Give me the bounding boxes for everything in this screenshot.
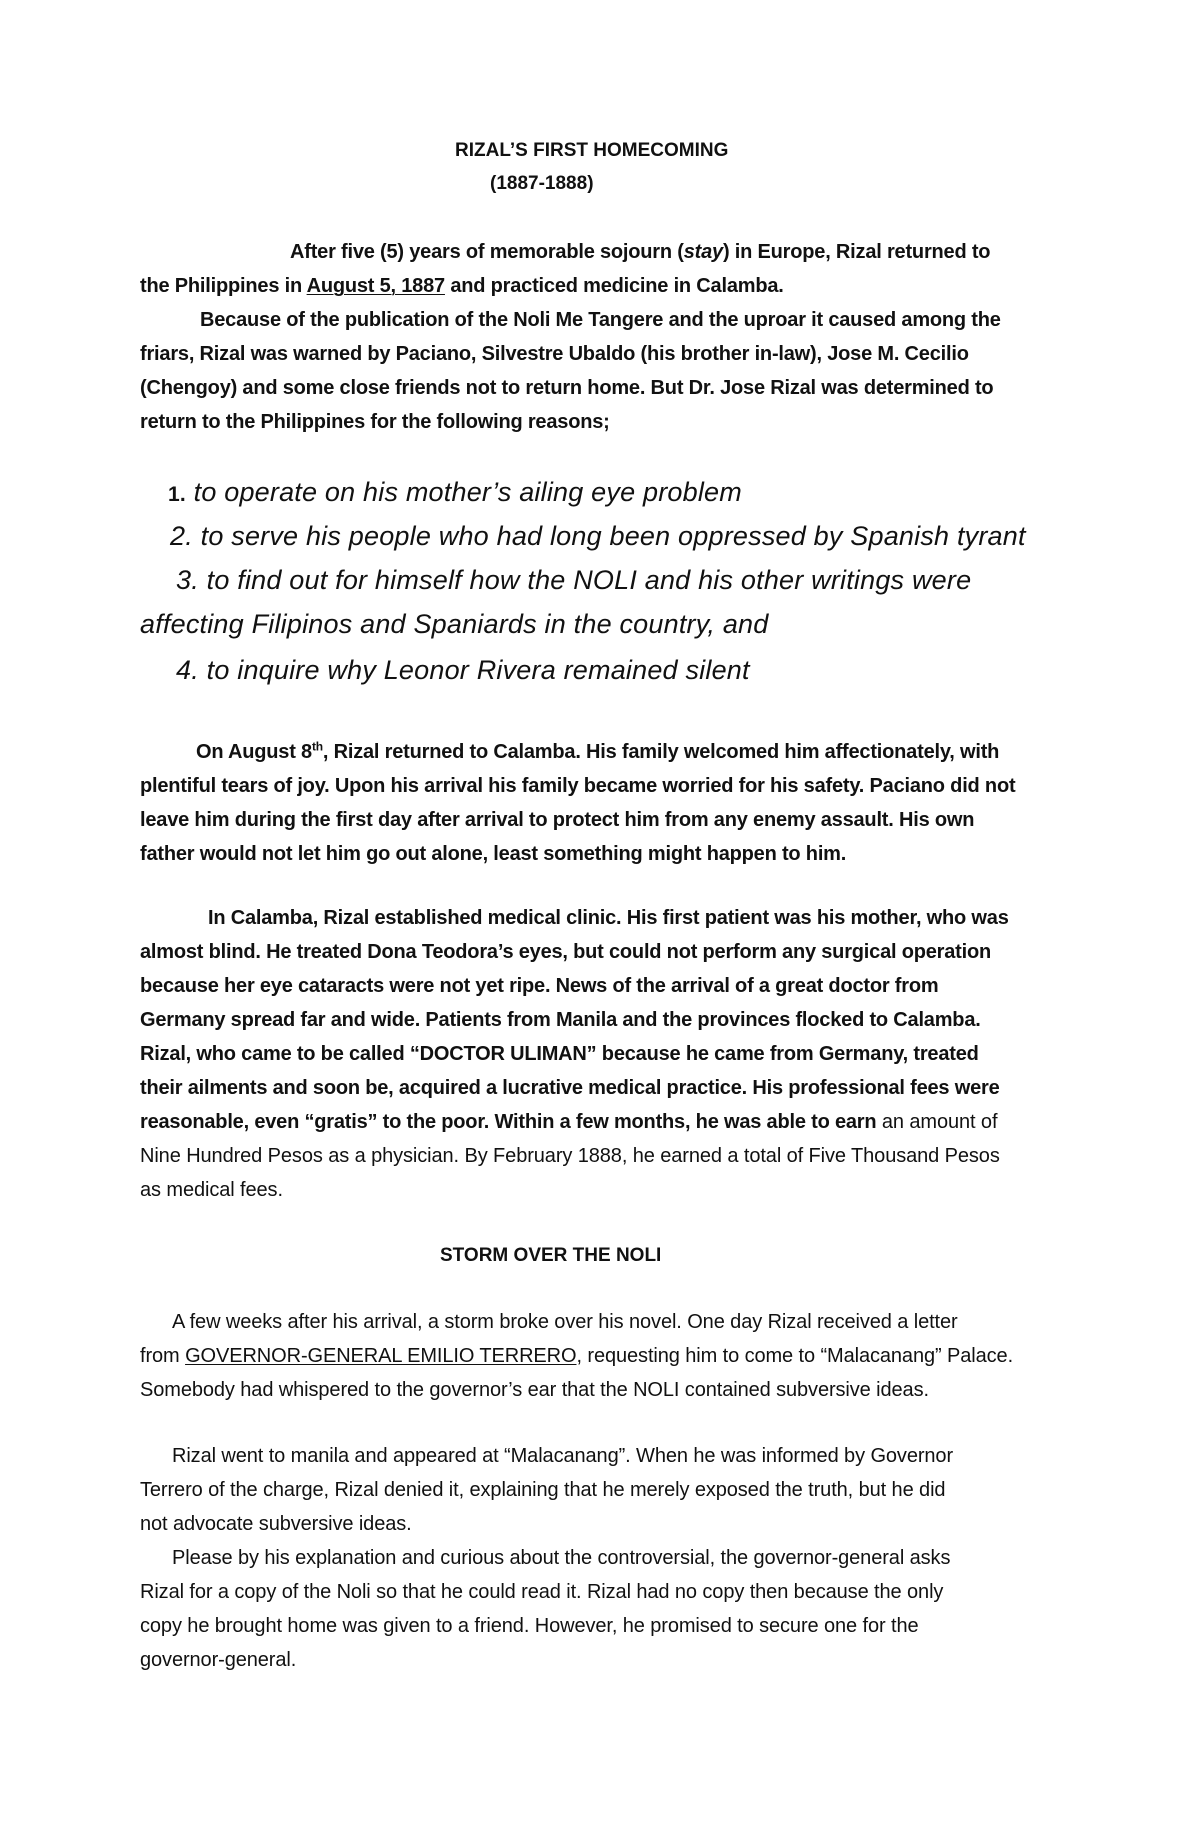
clinic-line-5: Rizal, who came to be called “DOCTOR ULIMAN” because he came from Germany, treated xyxy=(140,1043,979,1065)
clinic-line-1: In Calamba, Rizal established medical clinic. His first patient was his mother, who was xyxy=(208,907,1009,929)
intro-line-2: the Philippines in August 5, 1887 and practiced medicine in Calamba. xyxy=(140,275,784,297)
clinic-line-7: reasonable, even “gratis” to the poor. Within a few months, he was able to earn an amount of xyxy=(140,1111,998,1133)
intro-line-6: return to the Philippines for the following reasons; xyxy=(140,411,610,433)
governor-name-underlined: GOVERNOR-GENERAL EMILIO TERRERO xyxy=(185,1345,577,1367)
arrival-line-2: plentiful tears of joy. Upon his arrival his family became worried for his safety. Paciano did not xyxy=(140,775,1016,797)
storm-p2-line-2: Terrero of the charge, Rizal denied it, explaining that he merely exposed the truth, but he did xyxy=(140,1479,946,1501)
storm-p3-line-3: copy he brought home was given to a friend. However, he promised to secure one for the xyxy=(140,1615,919,1637)
storm-p1-line-3: Somebody had whispered to the governor’s ear that the NOLI contained subversive ideas. xyxy=(140,1379,929,1401)
section-heading-storm: STORM OVER THE NOLI xyxy=(440,1245,662,1266)
reason-2: 2. to serve his people who had long been oppressed by Spanish tyrant xyxy=(170,521,1026,551)
storm-p2-line-3: not advocate subversive ideas. xyxy=(140,1513,412,1535)
arrival-line-3: leave him during the first day after arrival to protect him from any enemy assault. His own xyxy=(140,809,975,831)
storm-p2-line-1: Rizal went to manila and appeared at “Malacanang”. When he was informed by Governor xyxy=(172,1445,954,1467)
page-subtitle-years: (1887-1888) xyxy=(490,173,594,194)
reason-4: 4. to inquire why Leonor Rivera remained silent xyxy=(176,655,750,685)
storm-p3-line-2: Rizal for a copy of the Noli so that he could read it. Rizal had no copy then because the only xyxy=(140,1581,944,1603)
intro-line-1: After five (5) years of memorable sojourn (stay) in Europe, Rizal returned to xyxy=(290,241,991,263)
reason-3-continued: affecting Filipinos and Spaniards in the country, and xyxy=(140,609,769,639)
clinic-line-4: Germany spread far and wide. Patients from Manila and the provinces flocked to Calamba. xyxy=(140,1009,981,1031)
intro-line-3: Because of the publication of the Noli Me Tangere and the uproar it caused among the xyxy=(200,309,1001,331)
clinic-line-9: as medical fees. xyxy=(140,1179,283,1201)
intro-line-4: friars, Rizal was warned by Paciano, Silvestre Ubaldo (his brother in-law), Jose M. Cecilio xyxy=(140,343,969,365)
reason-1: 1. to operate on his mother’s ailing eye problem xyxy=(168,477,742,507)
clinic-line-8: Nine Hundred Pesos as a physician. By February 1888, he earned a total of Five Thousand Pesos xyxy=(140,1145,1000,1167)
storm-p3-line-1: Please by his explanation and curious about the controversial, the governor-general asks xyxy=(172,1547,951,1569)
clinic-line-6: their ailments and soon be, acquired a lucrative medical practice. His professional fees were xyxy=(140,1077,1000,1099)
arrival-line-4: father would not let him go out alone, least something might happen to him. xyxy=(140,843,847,865)
storm-p1-line-2: from GOVERNOR-GENERAL EMILIO TERRERO, requesting him to come to “Malacanang” Palace. xyxy=(140,1345,1014,1367)
arrival-line-1: On August 8th, Rizal returned to Calamba. His family welcomed him affectionately, with xyxy=(196,739,1000,763)
page-title: RIZAL’S FIRST HOMECOMING xyxy=(455,140,729,161)
clinic-line-2: almost blind. He treated Dona Teodora’s eyes, but could not perform any surgical operation xyxy=(140,941,992,963)
arrival-date-underlined: August 5, 1887 xyxy=(306,275,445,297)
intro-line-5: (Chengoy) and some close friends not to return home. But Dr. Jose Rizal was determined to xyxy=(140,377,994,399)
storm-p3-line-4: governor-general. xyxy=(140,1649,297,1671)
clinic-line-3: because her eye cataracts were not yet ripe. News of the arrival of a great doctor from xyxy=(140,975,939,997)
reason-3: 3. to find out for himself how the NOLI and his other writings were xyxy=(176,565,972,595)
storm-p1-line-1: A few weeks after his arrival, a storm broke over his novel. One day Rizal received a letter xyxy=(172,1311,958,1333)
